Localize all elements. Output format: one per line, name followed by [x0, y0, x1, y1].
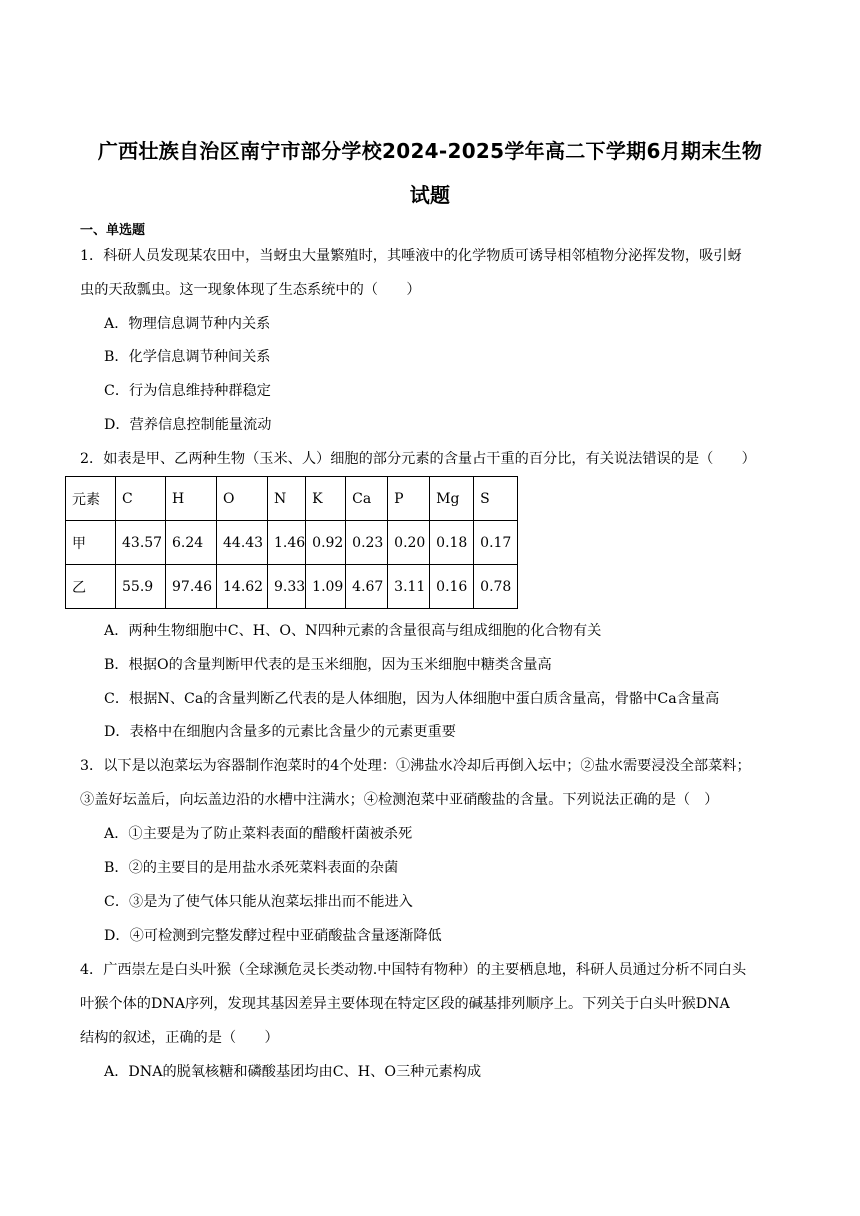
option-c: C．根据N、Ca的含量判断乙代表的是人体细胞，因为人体细胞中蛋白质含量高，骨骼中Ca含量高	[104, 691, 720, 707]
question-text: 2．如表是甲、乙两种生物（玉米、人）细胞的部分元素的含量占干重的百分比，有关说法错误的是（ ）	[80, 451, 756, 467]
table-cell: 43.57	[116, 521, 166, 565]
table-header-cell: P	[388, 477, 430, 521]
option-d: D．表格中在细胞内含量多的元素比含量少的元素更重要	[104, 724, 456, 740]
table-header-cell: H	[166, 477, 217, 521]
table-cell: 9.33	[268, 565, 306, 609]
table-row	[66, 565, 518, 609]
question-text: ③盖好坛盖后，向坛盖边沿的水槽中注满水；④检测泡菜中亚硝酸盐的含量。下列说法正确的是（ ）	[80, 792, 719, 808]
table-cell: 4.67	[346, 565, 388, 609]
table-cell: 0.78	[474, 565, 518, 609]
table-cell: 0.17	[474, 521, 518, 565]
section-heading: 一、单选题	[80, 223, 146, 238]
table-cell: 44.43	[217, 521, 268, 565]
table-header-cell: S	[474, 477, 518, 521]
option-d: D．营养信息控制能量流动	[104, 417, 272, 433]
question-text: 3．以下是以泡菜坛为容器制作泡菜时的4个处理：①沸盐水冷却后再倒入坛中；②盐水需要浸没全部菜料；	[80, 758, 751, 774]
table-cell: 55.9	[116, 565, 166, 609]
table-cell: 0.20	[388, 521, 430, 565]
table-cell: 0.92	[306, 521, 346, 565]
table-cell: 乙	[66, 565, 116, 609]
table-cell: 97.46	[166, 565, 217, 609]
question-text: 叶猴个体的DNA序列，发现其基因差异主要体现在特定区段的碱基排列顺序上。下列关于白头叶猴DNA	[80, 996, 730, 1012]
question-text: 虫的天敌瓢虫。这一现象体现了生态系统中的（ ）	[80, 282, 421, 298]
option-a: A．DNA的脱氧核糖和磷酸基团均由C、H、O三种元素构成	[104, 1064, 482, 1080]
option-d: D．④可检测到完整发酵过程中亚硝酸盐含量逐渐降低	[104, 928, 442, 944]
option-c: C．③是为了使气体只能从泡菜坛排出而不能进入	[104, 894, 413, 910]
title-line-2: 试题	[409, 183, 451, 207]
title-line-1: 广西壮族自治区南宁市部分学校2024-2025学年高二下学期6月期末生物	[97, 139, 763, 163]
table-cell: 3.11	[388, 565, 430, 609]
option-a: A．两种生物细胞中C、H、O、N四种元素的含量很高与组成细胞的化合物有关	[104, 623, 602, 639]
table-cell: 0.18	[430, 521, 474, 565]
table-cell: 0.16	[430, 565, 474, 609]
table-header-cell: 元素	[66, 477, 116, 521]
table-header-cell: Mg	[430, 477, 474, 521]
table-cell: 1.09	[306, 565, 346, 609]
question-text: 4．广西崇左是白头叶猴（全球濒危灵长类动物.中国特有物种）的主要栖息地，科研人员通过分析不同白头	[80, 962, 747, 978]
table-header-cell: O	[217, 477, 268, 521]
table-cell: 6.24	[166, 521, 217, 565]
option-c: C．行为信息维持种群稳定	[104, 383, 271, 399]
table-header-cell: K	[306, 477, 346, 521]
option-b: B．根据O的含量判断甲代表的是玉米细胞，因为玉米细胞中糖类含量高	[104, 657, 552, 673]
option-b: B．②的主要目的是用盐水杀死菜料表面的杂菌	[104, 860, 399, 876]
table-cell: 14.62	[217, 565, 268, 609]
option-b: B．化学信息调节种间关系	[104, 349, 271, 365]
option-a: A．①主要是为了防止菜料表面的醋酸杆菌被杀死	[104, 826, 413, 842]
table-header-cell: Ca	[346, 477, 388, 521]
table-header-cell: N	[268, 477, 306, 521]
element-content-table	[65, 476, 518, 609]
question-text: 1．科研人员发现某农田中，当蚜虫大量繁殖时，其唾液中的化学物质可诱导相邻植物分泌挥发物，吸引蚜	[80, 248, 742, 264]
table-cell: 1.46	[268, 521, 306, 565]
table-cell: 0.23	[346, 521, 388, 565]
option-a: A．物理信息调节种内关系	[104, 316, 271, 332]
table-header-cell: C	[116, 477, 166, 521]
question-text: 结构的叙述，正确的是（ ）	[80, 1030, 279, 1046]
table-header-row	[66, 477, 518, 521]
table-row	[66, 521, 518, 565]
table-cell: 甲	[66, 521, 116, 565]
